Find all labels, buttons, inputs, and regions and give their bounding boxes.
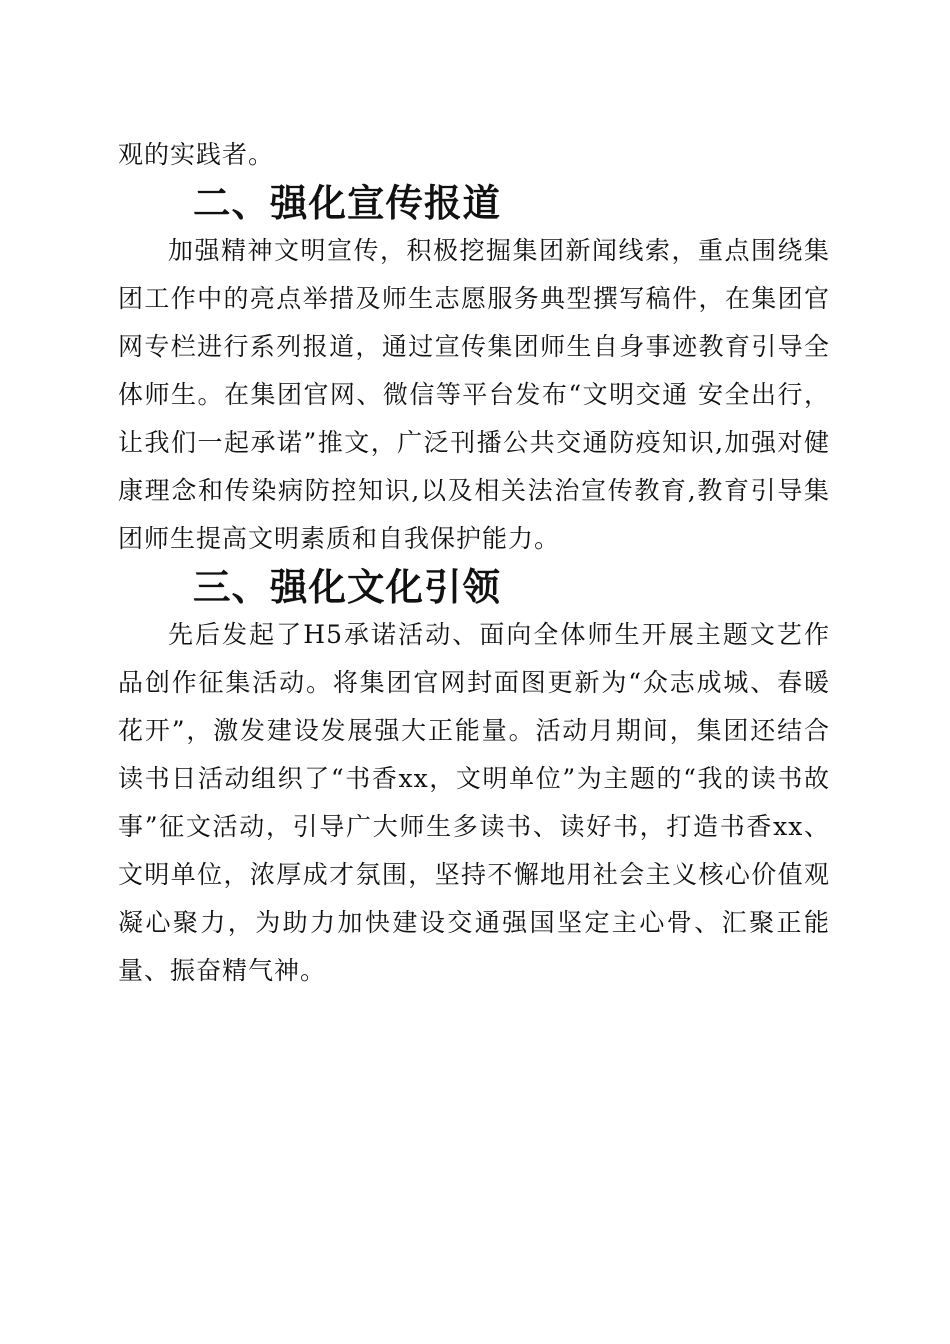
section-body-publicity: 加强精神文明宣传，积极挖掘集团新闻线索，重点围绕集团工作中的亮点举措及师生志愿服务典型撰写稿件，在集团官网专栏进行系列报道，通过宣传集团师生自身事迹教育引导全体师生。在集团官网、微信等平台发布“文明交通 安全出行，让我们一起承诺”推文，广泛刊播公共交通防疫知识,加强对健康理念和传染病防控知识,以及相关法治宣传教育,教育引导集团师生提高文明素质和自我保护能力。	[118, 236, 830, 553]
section-heading-culture: 三、强化文化引领	[193, 565, 501, 609]
document-page	[118, 131, 830, 995]
section-heading-publicity: 二、强化宣传报道	[193, 181, 501, 225]
section-body-culture: 先后发起了H5承诺活动、面向全体师生开展主题文艺作品创作征集活动。将集团官网封面图更新为“众志成城、春暖花开”，激发建设发展强大正能量。活动月期间，集团还结合读书日活动组织了“书香xx，文明单位”为主题的“我的读书故事”征文活动，引导广大师生多读书、读好书，打造书香xx、文明单位，浓厚成才氛围，坚持不懈地用社会主义核心价值观凝心聚力，为助力加快建设交通强国坚定主心骨、汇聚正能量、振奋精气神。	[118, 620, 830, 985]
continuation-paragraph: 观的实践者。	[118, 140, 275, 169]
